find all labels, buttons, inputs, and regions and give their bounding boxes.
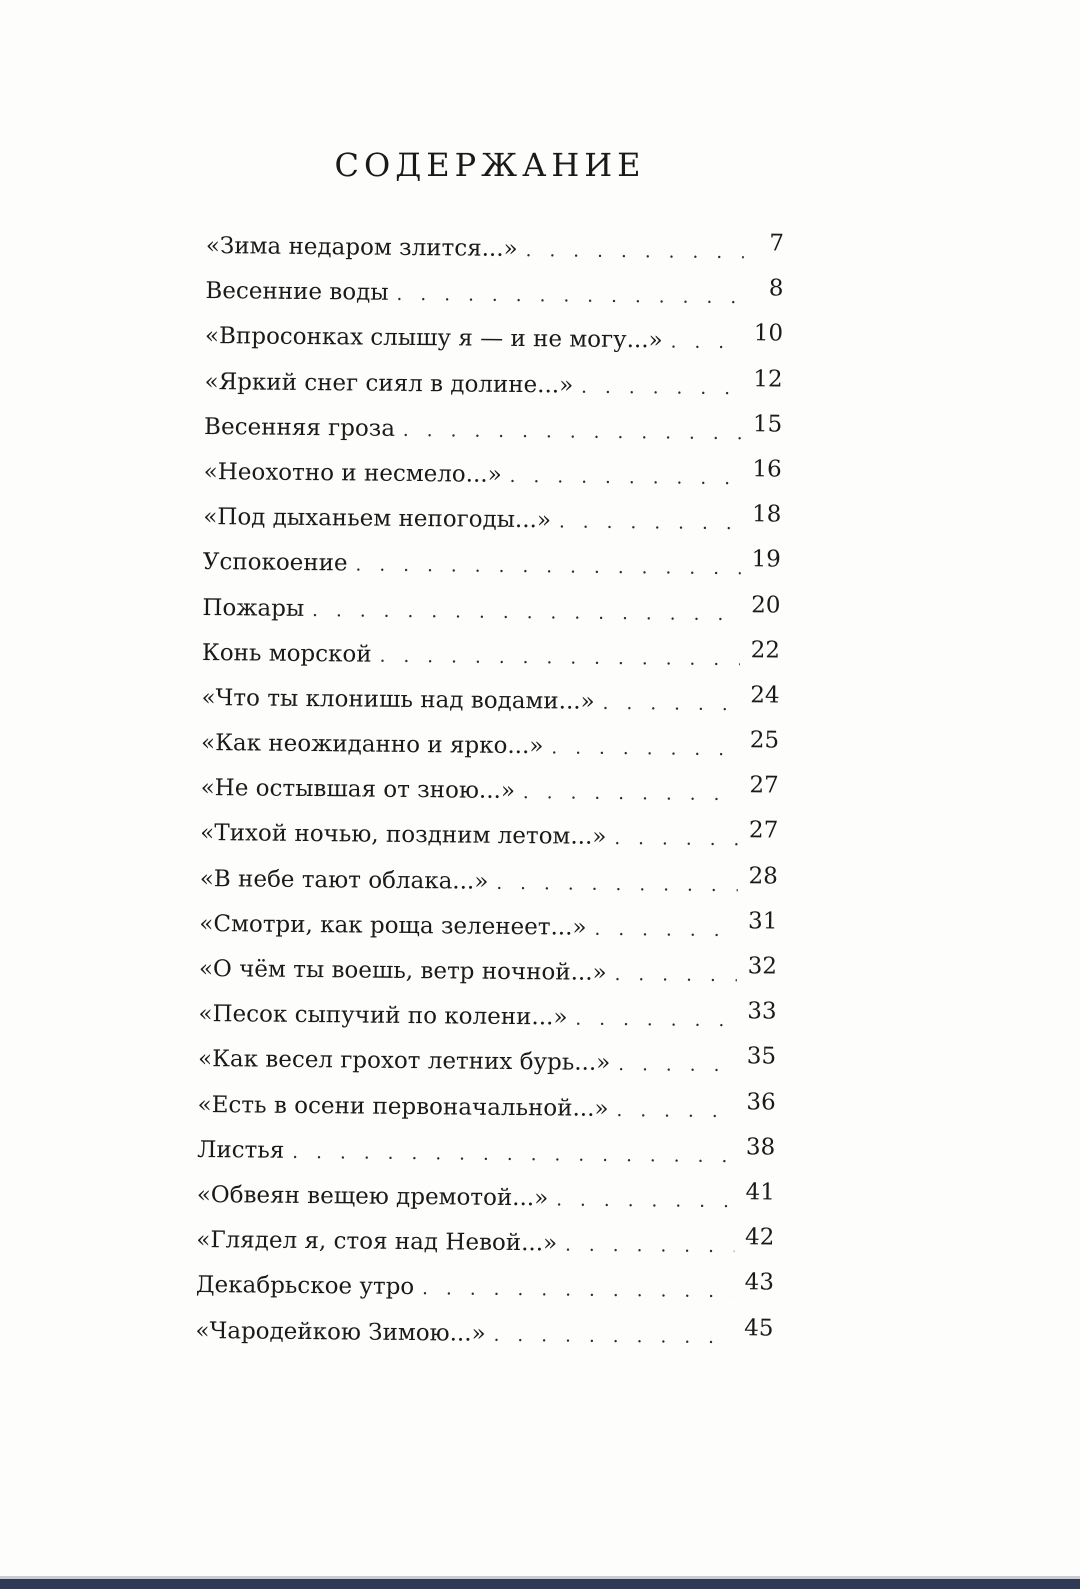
toc-entry-page-number: 32 <box>747 953 778 980</box>
dot-leader <box>614 825 738 854</box>
toc-entry <box>200 819 778 870</box>
scan-bottom-edge <box>0 1579 1080 1589</box>
dot-leader <box>355 552 740 584</box>
toc-entry-page-number: 22 <box>750 636 781 664</box>
toc-entry-title: «Как неожиданно и ярко...» <box>200 730 544 760</box>
toc-entry-page-number: 16 <box>752 456 782 483</box>
toc-entry-title: «О чём ты воешь, ветр ночной...» <box>198 955 607 986</box>
dot-leader <box>594 916 737 945</box>
page-title: СОДЕРЖАНИЕ <box>334 146 646 184</box>
toc-entry-page-number: 10 <box>753 320 784 347</box>
dot-leader <box>526 237 744 267</box>
toc-entry-page-number: 18 <box>751 501 782 528</box>
toc-entry <box>205 277 783 328</box>
toc-entry-title: «Зима недаром злится...» <box>205 232 518 262</box>
toc-entry-title: «Под дыханьем непогоды...» <box>203 504 552 534</box>
dot-leader <box>559 509 741 539</box>
dot-leader <box>292 1139 735 1171</box>
dot-leader <box>556 1186 735 1216</box>
toc-entry-title: «Обвеян вещею дремотой...» <box>196 1181 549 1212</box>
dot-leader <box>312 597 740 629</box>
toc-entry-page-number: 8 <box>768 275 784 302</box>
toc-entry <box>197 1088 776 1142</box>
toc-entry-title: «Смотри, как роща зеленеет...» <box>199 910 587 941</box>
toc-entry-title: Пожары <box>202 594 305 622</box>
dot-leader <box>575 1006 736 1036</box>
toc-entry <box>196 1181 774 1232</box>
toc-entry-title: Весенняя гроза <box>204 413 396 442</box>
dot-leader <box>671 329 744 358</box>
toc-entry-page-number: 31 <box>748 908 778 935</box>
toc-entry-page-number: 27 <box>748 817 779 844</box>
toc-entry-page-number: 41 <box>745 1179 775 1206</box>
toc-entry-title: Конь морской <box>201 639 372 668</box>
toc-entry-title: «Чародейкою Зимою...» <box>195 1317 486 1347</box>
dot-leader <box>396 281 743 312</box>
toc-entry <box>196 1226 774 1277</box>
toc-entry <box>203 458 781 509</box>
dot-leader <box>422 1275 734 1306</box>
toc-entry-page-number: 12 <box>753 365 783 393</box>
table-of-contents <box>195 232 784 1367</box>
toc-entry-page-number: 36 <box>746 1088 776 1116</box>
toc-entry <box>197 1133 776 1187</box>
toc-entry-title: «Как весел грохот летних бурь...» <box>197 1046 611 1077</box>
toc-entry-page-number: 24 <box>750 682 780 709</box>
toc-entry-title: «Впросонках слышу я — и не могу...» <box>204 323 663 354</box>
toc-entry <box>199 862 778 916</box>
toc-entry-title: Весенние воды <box>205 278 389 306</box>
dot-leader <box>380 642 741 673</box>
toc-entry-page-number: 28 <box>748 862 778 890</box>
toc-entry <box>199 955 777 1006</box>
toc-entry-title: Листья <box>197 1136 285 1164</box>
toc-entry <box>198 1045 776 1096</box>
dot-leader <box>581 373 743 403</box>
toc-entry-title: «Тихой ночью, поздним летом...» <box>200 820 607 851</box>
toc-entry <box>204 413 782 464</box>
toc-entry <box>198 1000 776 1051</box>
toc-entry <box>201 684 779 735</box>
toc-entry-page-number: 27 <box>749 772 779 799</box>
toc-entry <box>203 548 781 599</box>
dot-leader <box>523 779 739 809</box>
toc-entry-page-number: 15 <box>752 411 783 438</box>
toc-entry-title: «Что ты клонишь над водами...» <box>201 684 595 715</box>
toc-entry <box>199 910 777 961</box>
toc-entry <box>196 1271 774 1322</box>
toc-entry-page-number: 43 <box>744 1269 775 1296</box>
dot-leader <box>618 1051 736 1080</box>
toc-entry-title: «Есть в осени первоначальной...» <box>197 1091 609 1122</box>
dot-leader <box>510 463 742 493</box>
dot-leader <box>496 869 738 899</box>
toc-entry <box>201 636 781 690</box>
toc-entry-page-number: 19 <box>751 546 782 573</box>
toc-entry <box>195 1316 773 1367</box>
toc-entry-title: «Яркий снег сиял в долине...» <box>204 368 574 399</box>
toc-entry-title: «Неохотно и несмело...» <box>203 458 502 488</box>
dot-leader <box>603 690 740 719</box>
dot-leader <box>551 734 739 764</box>
toc-entry <box>205 322 783 373</box>
toc-entry-page-number: 25 <box>749 727 780 754</box>
toc-entry <box>200 774 778 825</box>
toc-entry-page-number: 42 <box>744 1224 775 1251</box>
toc-entry-page-number: 45 <box>744 1314 774 1341</box>
toc-entry <box>201 729 779 780</box>
dot-leader <box>494 1321 734 1351</box>
dot-leader <box>616 1097 735 1126</box>
toc-entry-title: Успокоение <box>202 549 348 577</box>
toc-entry <box>204 365 783 419</box>
toc-entry-title: «Не остывшая от зною...» <box>200 775 516 805</box>
toc-entry-page-number: 7 <box>769 230 785 257</box>
toc-entry-title: «Глядел я, стоя над Невой...» <box>196 1227 558 1257</box>
toc-entry-title: «Песок сыпучий по колени...» <box>198 1001 568 1031</box>
toc-entry-page-number: 33 <box>747 998 777 1025</box>
dot-leader <box>615 961 738 990</box>
toc-entry-title: «В небе тают облака...» <box>199 865 489 895</box>
dot-leader <box>403 417 742 448</box>
toc-entry <box>202 593 780 644</box>
toc-entry <box>206 232 784 283</box>
toc-entry-title: Декабрьское утро <box>195 1272 415 1301</box>
toc-entry-page-number: 38 <box>745 1133 776 1161</box>
toc-entry-page-number: 20 <box>751 591 781 619</box>
toc-entry-page-number: 35 <box>746 1043 777 1070</box>
toc-entry <box>203 503 781 554</box>
dot-leader <box>565 1232 734 1262</box>
